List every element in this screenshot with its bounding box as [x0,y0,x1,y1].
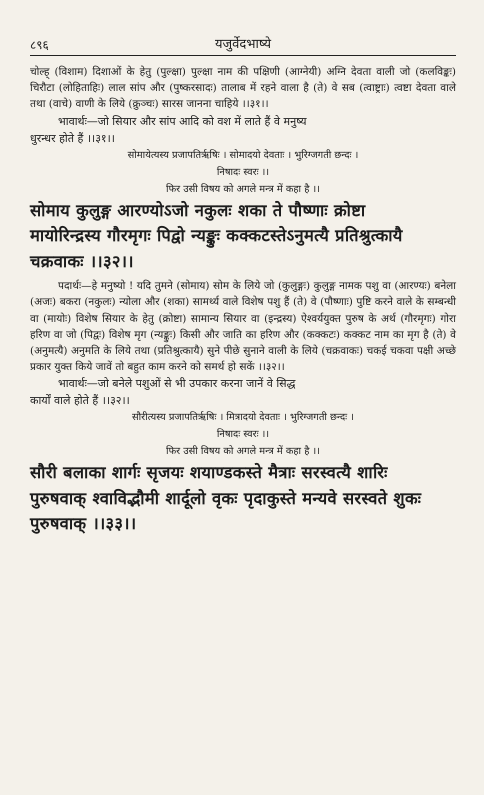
meta-32-intro: फिर उसी विषय को अगले मन्त्र में कहा है ।। [166,183,320,195]
bhavartha-32-line1: भावार्थः—जो बनेले पशुओं से भी उपकार करना जानें वे सिद्ध [58,377,296,391]
bhavartha-31-line2: धुरन्धर होते हैं ।।३१।। [30,131,115,145]
meta-32-svara: निषादः स्वरः ।। [216,166,270,178]
bhavartha-31-line1: भावार्थः—जो सियार और सांप आदि को वश में लाते हैं वे मनुष्य [58,114,307,128]
padartha-32: पदार्थः—हे मनुष्यो ! यदि तुमने (सोमाय) सोम के लिये जो (कुलुङ्गः) कुलुङ्ग नामक पशु वा (आरण्यः) बनेला (अजः) बकरा (नकुलः) न्योला और (शका) सामर्थ्य वाले विशेष पशु हैं (ते) वे (पौष्णाः) पुष्टि करने वाले के सम्बन्धी वा (मायोः) विशेष सियार के हेतु (क्रोष्टा) सामान्य सियार वा (इन्द्रस्य) ऐश्वर्ययुक्त पुरुष के अर्थ (गौरमृगः) गोरा हरिण वा जो (पिद्वः) विशेष मृग (न्यङ्कुः) किसी और जाति का हरिण और (कक्कटः) कक्कट नाम का मृग है (ते) वे (अनुमत्यै) अनुमति के लिये तथा (प्रतिश्रुत्कायै) सुने पीछे सुनाने वाली के लिये (चक्रवाकः) चकई चकवा पक्षी अच्छे प्रकार युक्त किये जावें तो बहुत काम करने को समर्थ हो सकें ।।३२।। [30,280,456,374]
meta-33-svara: निषादः स्वरः ।। [216,429,270,441]
mantra-33-line2: पुरुषवाक् श्वाविद्भौमी शार्दूलो वृकः पृदाकुस्ते मन्यवे सरस्वते शुकः [30,488,422,508]
mantra-32-line3: चक्रवाकः ।।३२।। [30,251,134,271]
meta-32-rishi-devata-chhanda: सोमायेत्यस्य प्रजापतिर्ऋषिः । सोमादयो देवताः । भुरिग्जगती छन्दः । [127,149,359,161]
page-number: ८९६ [30,38,49,52]
mantra-33-line3: पुरुषवाक् ।।३३।। [30,514,137,534]
mantra-32-line2: मायोरिन्द्रस्य गौरमृगः पिद्वो न्यङ्कुः कक्कटस्तेऽनुमत्यै प्रतिश्रुत्कायै [30,226,403,246]
commentary-31: चोल्ह् (विशाम) दिशाओं के हेतु (पुल्क्षा) पुल्क्षा नाम की पक्षिणी (आग्नेयी) अग्नि देवता वाली जो (कलविङ्कः) चिरौटा (लोहिताहिः) लाल सांप और (पुष्करसादः) तालाब में रहने वाला है (ते) वे सब (त्वाष्ट्राः) त्वष्टा देवता वाले तथा (वाचे) वाणी के लिये (क्रुञ्चः) सारस जानना चाहिये ।।३१।। [30,66,456,111]
bhavartha-32-line2: कार्यों वाले होते हैं ।।३२।। [30,394,130,408]
page-body [30,64,456,537]
meta-33-rishi-devata-chhanda: सौरीत्यस्य प्रजापतिर्ऋषिः । मित्रादयो देवताः । भुरिग्जगती छन्दः । [132,412,354,424]
mantra-32-line1: सोमाय कुलुङ्ग आरण्योऽजो नकुलः शका ते पौष्णाः क्रोष्टा [30,200,366,220]
header-rule [30,55,456,56]
mantra-33-line1: सौरी बलाका शार्गः सृजयः शयाण्डकस्ते मैत्राः सरस्वत्यै शारिः [30,463,388,483]
meta-33-intro: फिर उसी विषय को अगले मन्त्र में कहा है ।। [166,446,320,458]
page-header [30,30,456,56]
running-title: यजुर्वेदभाष्ये [215,37,271,52]
